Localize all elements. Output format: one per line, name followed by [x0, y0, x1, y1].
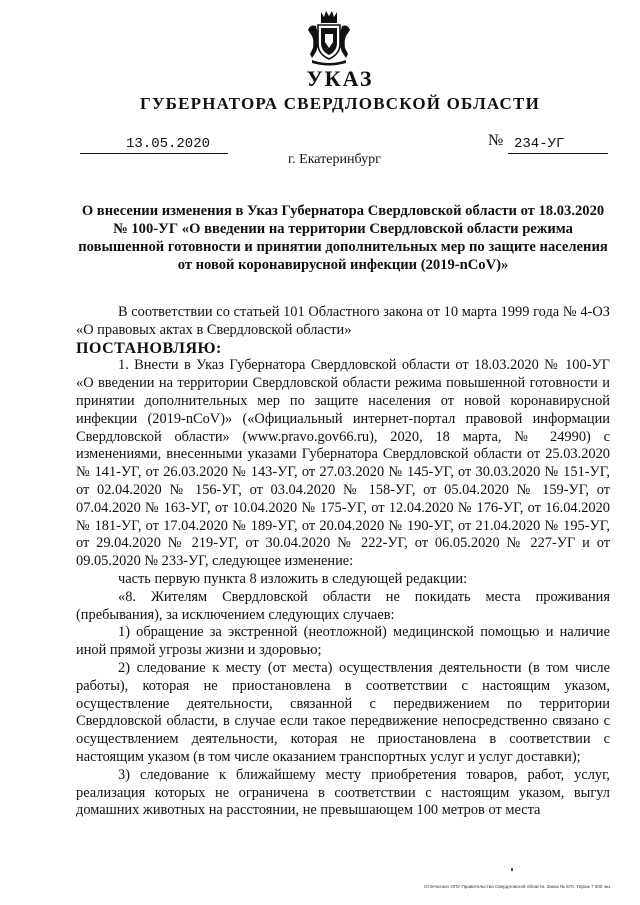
city-label: г. Екатеринбург [288, 152, 381, 167]
paragraph-3: «8. Жителям Свердловской области не покидать места проживания (пребывания), за исключением следующих случаев: [76, 588, 610, 623]
paragraph-6: 3) следование к ближайшему месту приобретения товаров, работ, услуг, реализация которых не ограничена в соответствии с настоящим указом, выгул домашних животных на расстоянии, не превышающем 100 метров от места [76, 766, 610, 819]
document-body [76, 304, 610, 820]
paragraph-4: 1) обращение за экстренной (неотложной) медицинской помощью и наличие иной прямой угрозы жизни и здоровью; [76, 624, 610, 659]
page-subtitle: ГУБЕРНАТОРА СВЕРДЛОВСКОЙ ОБЛАСТИ [139, 94, 541, 113]
paragraph-1: 1. Внести в Указ Губернатора Свердловской области от 18.03.2020 № 100-УГ «О введении на территории Свердловской области режима повышенной готовности и принятии дополнительных мер по защите населения от новой коронавирусной инфекции (2019-nCoV)» («Официальный интернет-портал правовой информации Свердловской области» (www.pravo.gov66.ru), 2020, 18 марта, № 24990) с изменениями, внесенными указами Губернатора Свердловской области от 25.03.2020 № 141-УГ, от 26.03.2020 № 143-УГ, от 27.03.2020 № 145-УГ, от 30.03.2020 № 151-УГ, от 02.04.2020 № 156-УГ, от 03.04.2020 № 158-УГ, от 05.04.2020 № 159-УГ, от 07.04.2020 № 163-УГ, от 10.04.2020 № 175-УГ, от 12.04.2020 № 176-УГ, от 16.04.2020 № 181-УГ, от 17.04.2020 № 189-УГ, от 20.04.2020 № 190-УГ, от 21.04.2020 № 195-УГ, от 29.04.2020 № 219-УГ, от 30.04.2020 № 222-УГ, от 06.05.2020 № 227-УГ и от 09.05.2020 № 233-УГ, следующее изменение: [76, 357, 610, 570]
document-date: 13.05.2020 [80, 136, 228, 154]
preamble-paragraph: В соответствии со статьей 101 Областного закона от 10 марта 1999 года № 4-ОЗ «О правовых актах в Свердловской области» [76, 304, 610, 338]
document-title: О внесении изменения в Указ Губернатора Свердловской области от 18.03.2020 № 100-УГ «О введении на территории Свердловской области режима повышенной готовности и принятии дополнительных мер по защите населения от новой коронавирусной инфекции (2019-nCoV)» [78, 203, 608, 273]
number-label: № [488, 132, 504, 149]
paragraph-2: часть первую пункта 8 изложить в следующей редакции: [118, 570, 468, 587]
scan-dot [511, 868, 513, 871]
print-footer: Отпечатано ОПУ Правительства Свердловской области. Заказ № 570. Тираж 7 000 экз. [424, 884, 612, 889]
paragraph-5: 2) следование к месту (от места) осуществления деятельности (в том числе работы), которая не приостановлена в соответствии с настоящим указом, осуществление деятельности, связанной с передвижением по территории Свердловской области, в случае если такое передвижение непосредственно связано с осуществлением деятельности, которая не приостановлена в соответствии с настоящим указом (в том числе оказанием транспортных услуг и услуг доставки); [76, 659, 610, 765]
document-number: 234-УГ [508, 136, 608, 154]
page-title: УКАЗ [306, 66, 374, 91]
decree-word: ПОСТАНОВЛЯЮ: [76, 339, 222, 357]
coat-of-arms-icon [306, 8, 352, 66]
